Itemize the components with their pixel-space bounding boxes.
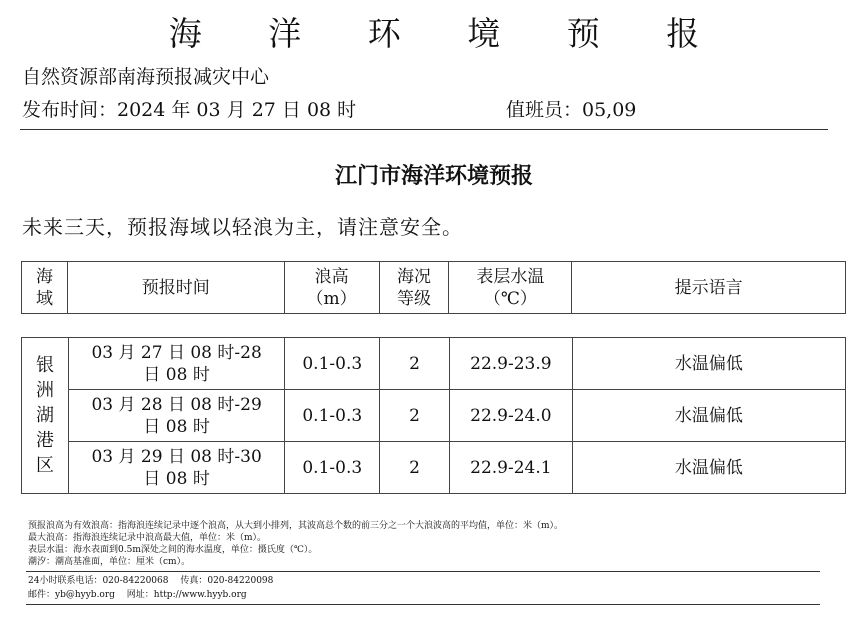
report-subtitle: 江门市海洋环境预报 — [334, 163, 533, 189]
table-row — [22, 338, 846, 390]
forecast-time-line1: 03 月 28 日 08 时-29 — [91, 394, 262, 415]
header-water-temp-line2: （℃） — [483, 288, 537, 309]
advice-cell: 水温偏低 — [572, 338, 845, 390]
water-temp-cell: 22.9-24.0 — [450, 390, 573, 442]
sea-area-char: 银 — [35, 355, 54, 376]
forecast-table — [21, 337, 846, 494]
sea-area-char: 港 — [35, 430, 54, 451]
forecast-time-line2: 日 08 时 — [143, 416, 210, 437]
duty-officer: 值班员：05,09 — [506, 99, 637, 121]
wave-height-cell: 0.1-0.3 — [285, 338, 380, 390]
advice-cell: 水温偏低 — [572, 390, 845, 442]
wave-height-cell: 0.1-0.3 — [285, 442, 380, 494]
footer-note: 表层水温：海水表面到0.5m深处之间的海水温度，单位：摄氏度（℃）。 — [28, 545, 318, 555]
header-advice: 提示语言 — [572, 262, 846, 314]
sea-area-char: 洲 — [35, 380, 54, 401]
forecast-time-cell — [68, 338, 284, 390]
footer-note: 最大浪高：指海浪连续记录中浪高最大值，单位：米（m）。 — [28, 533, 267, 543]
forecast-time-cell — [68, 390, 284, 442]
header-sea-area-line2: 域 — [35, 288, 53, 309]
water-temp-cell: 22.9-23.9 — [450, 338, 573, 390]
header-water-temp — [449, 262, 572, 314]
header-sea-area-line1: 海 — [35, 266, 53, 287]
sea-state-cell: 2 — [380, 390, 450, 442]
header-divider — [20, 129, 828, 130]
header-wave-height-line2: （m） — [306, 288, 357, 309]
wave-height-cell: 0.1-0.3 — [285, 390, 380, 442]
header-row — [22, 262, 846, 314]
water-temp-cell: 22.9-24.1 — [450, 442, 573, 494]
issuing-organization: 自然资源部南海预报减灾中心 — [22, 66, 270, 88]
document-title: 海 洋 环 境 预 报 — [168, 14, 728, 53]
forecast-time-line1: 03 月 27 日 08 时-28 — [91, 342, 262, 363]
forecast-summary: 未来三天，预报海域以轻浪为主，请注意安全。 — [22, 215, 463, 239]
footer-contact: 邮件：yb@hyyb.org 网址：http://www.hyyb.org — [28, 590, 247, 600]
header-wave-height — [284, 262, 379, 314]
advice-cell: 水温偏低 — [572, 442, 845, 494]
footer-divider — [26, 571, 820, 572]
forecast-time-cell — [68, 442, 284, 494]
header-sea-state — [379, 262, 449, 314]
forecast-time-line2: 日 08 时 — [143, 468, 210, 489]
header-wave-height-line1: 浪高 — [314, 266, 349, 287]
header-sea-state-line2: 等级 — [397, 288, 432, 309]
table-row — [22, 390, 846, 442]
sea-state-cell: 2 — [380, 442, 450, 494]
publish-info-row — [22, 97, 842, 123]
footer-hotline: 24小时联系电话：020-84220068 传真：020-84220098 — [28, 576, 274, 586]
sea-area-name — [22, 338, 69, 494]
table-row — [22, 442, 846, 494]
footer-divider-bottom — [26, 604, 820, 605]
sea-area-char: 湖 — [35, 405, 54, 426]
sea-state-cell: 2 — [380, 338, 450, 390]
header-sea-state-line1: 海况 — [397, 266, 432, 287]
forecast-table-header — [21, 261, 846, 314]
header-sea-area — [22, 262, 68, 314]
forecast-time-line1: 03 月 29 日 08 时-30 — [91, 446, 262, 467]
publish-time: 发布时间：2024 年 03 月 27 日 08 时 — [22, 99, 357, 121]
header-water-temp-line1: 表层水温 — [476, 266, 545, 287]
sea-area-char: 区 — [35, 455, 54, 476]
header-forecast-time: 预报时间 — [67, 262, 284, 314]
footer-note: 预报浪高为有效浪高：指海浪连续记录中逐个浪高，从大到小排列，其波高总个数的前三分之一个大浪波高的平均值，单位：米（m）。 — [28, 521, 564, 531]
forecast-time-line2: 日 08 时 — [143, 364, 210, 385]
footer-note: 潮汐：潮高基准面，单位：厘米（cm）。 — [28, 557, 191, 567]
